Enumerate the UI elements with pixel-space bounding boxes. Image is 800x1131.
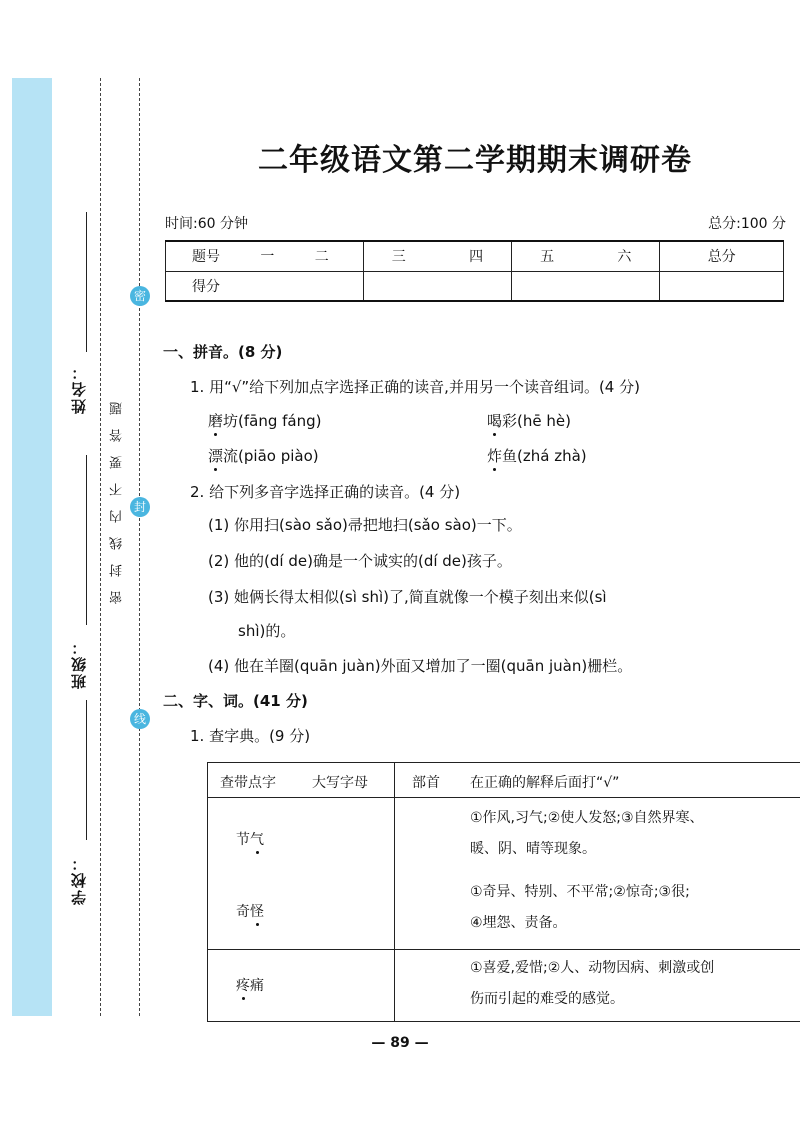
section-2-heading: 二、字、词。(41 分) xyxy=(163,692,308,710)
dict-word-1 xyxy=(236,829,264,849)
score-cell-total[interactable] xyxy=(660,271,784,301)
dict-header-letter: 大写字母 xyxy=(312,775,368,791)
pinyin-item-2: 喝彩(hē hè) xyxy=(487,412,571,430)
score-col-6: 六 xyxy=(617,249,632,266)
page-number: — 89 — xyxy=(371,1035,429,1051)
dictionary-table xyxy=(207,762,800,1022)
dictionary-table-header xyxy=(208,763,800,798)
score-cell-56[interactable] xyxy=(512,271,660,301)
q1-1-text: 1. 用“√”给下列加点字选择正确的读音,并用另一个读音组词。(4 分) xyxy=(190,378,640,396)
dict-definition-3: ①喜爱,爱惜;②人、动物因病、刺激或创 伤而引起的难受的感觉。 xyxy=(470,960,715,1007)
section-1-heading: 一、拼音。(8 分) xyxy=(163,343,283,361)
binding-strip xyxy=(12,78,52,1016)
dict-word-char: 节 xyxy=(236,832,250,848)
dict-header-radical: 部首 xyxy=(412,775,440,791)
score-col-3: 三 xyxy=(391,249,406,266)
dict-divider xyxy=(394,763,395,1021)
class-label: 班级： xyxy=(70,638,88,689)
exam-time: 时间:60 分钟 xyxy=(165,216,248,232)
score-row-label: 得分 xyxy=(192,278,220,295)
dict-definition-1: ①作风,习气;②使人发怒;③自然界寒、 暖、阴、晴等现象。 xyxy=(470,810,704,857)
dict-definition-2: ①奇异、特别、不平常;②惊奇;③很; ④埋怨、责备。 xyxy=(470,884,690,931)
name-label: 姓名： xyxy=(70,363,88,414)
pinyin-item-4: 炸鱼(zhá zhà) xyxy=(487,447,587,465)
dict-divider xyxy=(208,949,800,950)
q1-2-sentence-1: (1) 你用扫(sào sǎo)帚把地扫(sǎo sào)一下。 xyxy=(208,516,522,534)
dict-word-char: 疼 xyxy=(236,975,250,995)
score-col-1: 一 xyxy=(260,249,275,266)
dict-word-char: 奇 xyxy=(236,904,250,920)
binding-notice: 密封线内不要答题 xyxy=(110,388,125,604)
dict-header-char: 查带点字 xyxy=(220,775,276,791)
binding-dash-line xyxy=(139,78,140,1016)
page-title: 二年级语文第二学期期末调研卷 xyxy=(258,143,692,178)
dict-word-char: 气 xyxy=(250,829,264,849)
binding-dash-line xyxy=(100,78,101,1016)
q1-2-sentence-4: (4) 他在羊圈(quān juàn)外面又增加了一圈(quān juàn)栅栏。 xyxy=(208,657,633,675)
q1-2-sentence-3-cont: shì)的。 xyxy=(238,622,296,640)
dict-word-2 xyxy=(236,901,264,921)
dict-word-char: 痛 xyxy=(250,978,264,994)
score-cell-34[interactable] xyxy=(363,271,511,301)
seal-mi: 密 xyxy=(130,286,150,306)
score-col-5: 五 xyxy=(540,249,555,266)
pinyin-item-1: 磨坊(fāng fáng) xyxy=(208,412,322,430)
seal-feng: 封 xyxy=(130,497,150,517)
q2-1-text: 1. 查字典。(9 分) xyxy=(190,727,311,745)
exam-total: 总分:100 分 xyxy=(708,216,786,232)
name-field[interactable] xyxy=(86,212,87,352)
dict-word-3 xyxy=(236,975,264,995)
school-label: 学校： xyxy=(70,854,88,905)
seal-xian: 线 xyxy=(130,709,150,729)
pinyin-item-3: 漂流(piāo piào) xyxy=(208,447,319,465)
score-table-header-label: 题号 xyxy=(192,249,220,266)
dict-header-explanation: 在正确的解释后面打“√” xyxy=(470,775,620,791)
dict-word-char: 怪 xyxy=(250,901,264,921)
score-col-2: 二 xyxy=(314,249,329,266)
school-field[interactable] xyxy=(86,700,87,840)
q1-2-sentence-3: (3) 她俩长得太相似(sì shì)了,简直就像一个模子刻出来似(sì xyxy=(208,588,607,606)
score-table xyxy=(165,240,784,302)
class-field[interactable] xyxy=(86,455,87,625)
score-col-4: 四 xyxy=(469,249,484,266)
q1-2-sentence-2: (2) 他的(dí de)确是一个诚实的(dí de)孩子。 xyxy=(208,552,512,570)
score-total-header: 总分 xyxy=(660,241,784,271)
q1-2-text: 2. 给下列多音字选择正确的读音。(4 分) xyxy=(190,483,461,501)
